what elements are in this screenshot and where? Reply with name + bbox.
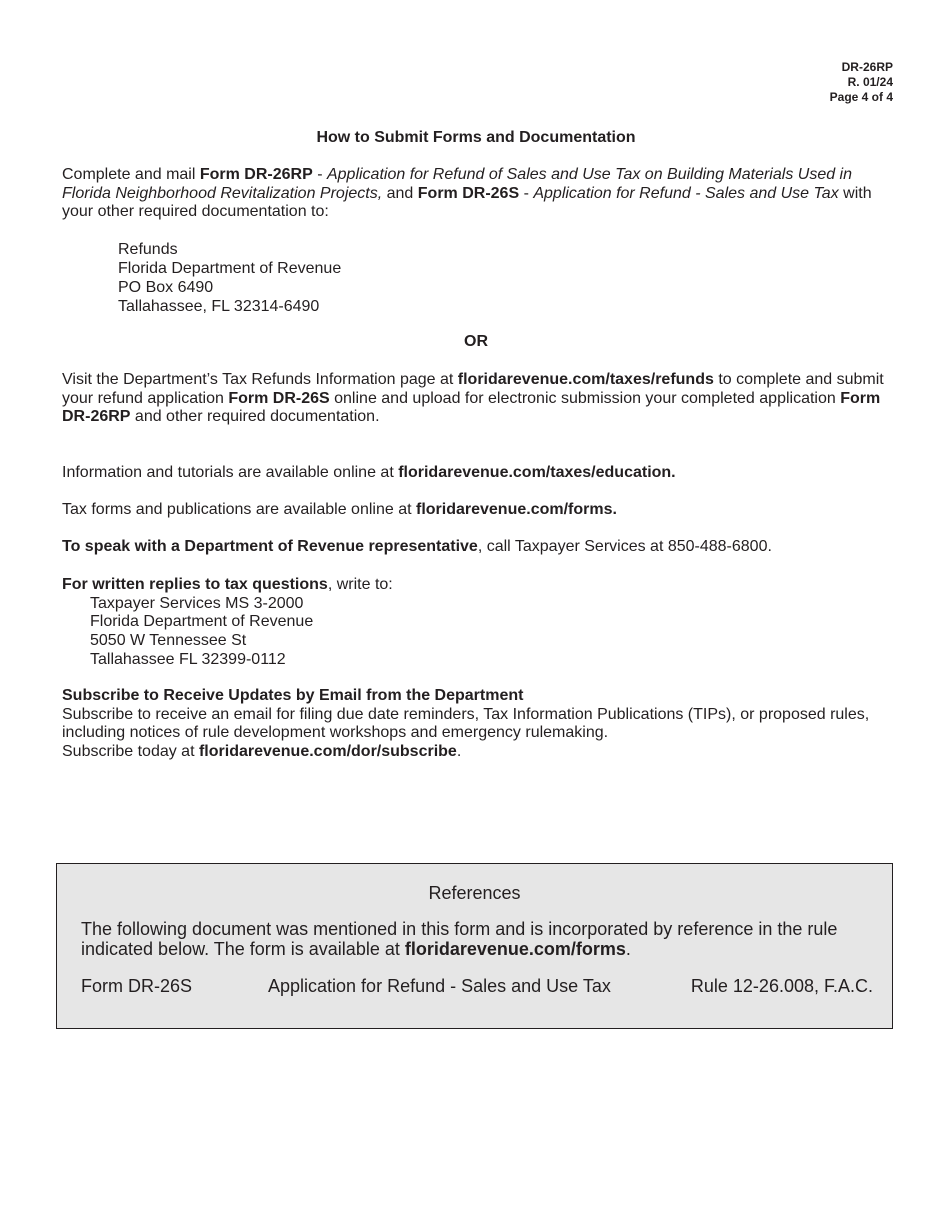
or-separator: OR xyxy=(464,333,488,350)
address-line: Taxpayer Services MS 3-2000 xyxy=(90,594,304,612)
page-title: How to Submit Forms and Documentation xyxy=(316,129,636,146)
education-link[interactable]: floridarevenue.com/taxes/education. xyxy=(398,464,676,481)
reference-rule: Rule 12-26.008, F.A.C. xyxy=(690,976,873,996)
reference-form: Form DR-26S xyxy=(81,976,193,996)
info-paragraph: Information and tutorials are available online at floridarevenue.com/taxes/education. xyxy=(62,464,676,481)
written-replies: For written replies to tax questions, write to: Taxpayer Services MS 3-2000 Florida Department of Revenue 5050 W Tennessee St Tallahassee FL 32399-0112 xyxy=(62,576,902,670)
page-number: Page 4 of 4 xyxy=(829,90,893,104)
speak-paragraph: To speak with a Department of Revenue representative, call Taxpayer Services at 850-488-6800. xyxy=(62,538,772,555)
forms-paragraph: Tax forms and publications are available online at floridarevenue.com/forms. xyxy=(62,501,617,518)
mailing-address xyxy=(118,240,341,316)
subscribe-heading: Subscribe to Receive Updates by Email from the Department xyxy=(62,687,524,704)
address-line: Tallahassee, FL 32314-6490 xyxy=(118,298,320,315)
reference-form-name: Application for Refund - Sales and Use Tax xyxy=(268,976,611,996)
address-line: Refunds xyxy=(118,241,178,258)
address-line: Florida Department of Revenue xyxy=(118,260,342,277)
intro-paragraph: Complete and mail Form DR-26RP - Application for Refund of Sales and Use Tax on Building Materials Used in Florida Neighborhood Revitalization Projects, and Form DR-26S - Application for Refund - Sales and Use Tax with your other required documentation to: xyxy=(62,166,872,221)
forms-link[interactable]: floridarevenue.com/forms. xyxy=(415,501,617,518)
revision-date: R. 01/24 xyxy=(847,75,893,89)
address-line: 5050 W Tennessee St xyxy=(90,632,247,650)
subscribe-link[interactable]: floridarevenue.com/dor/subscribe xyxy=(198,743,457,761)
form-header xyxy=(830,60,893,105)
references-title: References xyxy=(428,883,521,903)
references-box xyxy=(56,863,893,1029)
refunds-link[interactable]: floridarevenue.com/taxes/refunds xyxy=(457,371,714,388)
address-line: Florida Department of Revenue xyxy=(90,613,314,631)
visit-paragraph: Visit the Department’s Tax Refunds Information page at floridarevenue.com/taxes/refunds to complete and submit your refund application Form DR-26S online and upload for electronic submission your completed application Form DR-26RP and other required documentation. xyxy=(62,371,884,426)
address-line: PO Box 6490 xyxy=(118,279,214,296)
subscribe-section: Subscribe to Receive Updates by Email from the Department Subscribe to receive an email for filing due date reminders, Tax Information Publications (TIPs), or proposed rules, including notices of rule development workshops and emergency rulemaking. Subscribe today at floridarevenue.com/dor/subscribe. xyxy=(62,687,902,762)
address-line: Tallahassee FL 32399-0112 xyxy=(90,650,286,668)
references-text: The following document was mentioned in this form and is incorporated by reference in the rule indicated below. The form is available at floridarevenue.com/forms. xyxy=(81,919,838,959)
references-forms-link[interactable]: floridarevenue.com/forms xyxy=(404,938,626,959)
form-number: DR-26RP xyxy=(841,60,893,74)
subscribe-body: Subscribe to receive an email for filing due date reminders, Tax Information Publications (TIPs), or proposed rules, including notices of rule development workshops and emergency rulemaking. xyxy=(62,705,870,742)
